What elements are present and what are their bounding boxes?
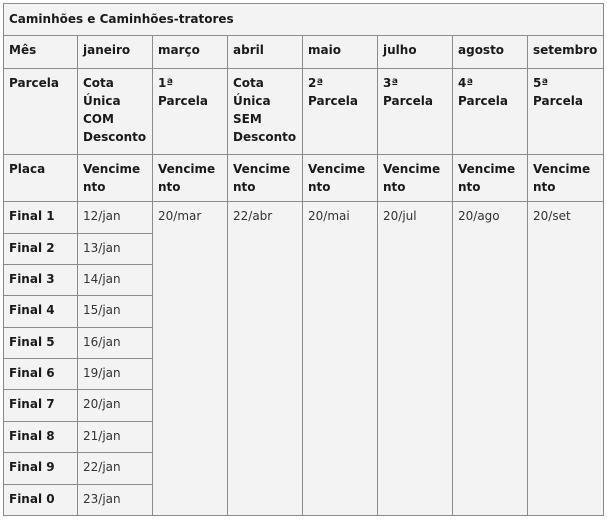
due-date-janeiro: 16/jan: [78, 327, 153, 358]
parcela-row: [4, 68, 604, 154]
due-date-janeiro: 14/jan: [78, 265, 153, 296]
plate-final: Final 7: [4, 390, 78, 421]
vencimento-marco: Vencimento: [153, 154, 228, 202]
due-date-janeiro: 13/jan: [78, 233, 153, 264]
vencimento-janeiro: Vencimento: [78, 154, 153, 202]
plate-final: Final 9: [4, 453, 78, 484]
month-setembro: setembro: [528, 36, 604, 68]
due-date-janeiro: 23/jan: [78, 484, 153, 515]
due-date-agosto: 20/ago: [453, 202, 528, 516]
table-row: [4, 202, 604, 233]
parcela-janeiro: Cota Única COM Desconto: [78, 68, 153, 154]
month-maio: maio: [303, 36, 378, 68]
vencimento-agosto: Vencimento: [453, 154, 528, 202]
due-date-marco: 20/mar: [153, 202, 228, 516]
placa-label: Placa: [4, 154, 78, 202]
parcela-abril: Cota Única SEM Desconto: [228, 68, 303, 154]
plate-final: Final 1: [4, 202, 78, 233]
plate-final: Final 0: [4, 484, 78, 515]
month-janeiro: janeiro: [78, 36, 153, 68]
vencimento-abril: Vencimento: [228, 154, 303, 202]
title-row: [4, 4, 604, 36]
vencimento-julho: Vencimento: [378, 154, 453, 202]
table-title: Caminhões e Caminhões-tratores: [4, 4, 604, 36]
vencimento-setembro: Vencimento: [528, 154, 604, 202]
due-date-janeiro: 19/jan: [78, 359, 153, 390]
plate-final: Final 2: [4, 233, 78, 264]
month-julho: julho: [378, 36, 453, 68]
vencimento-maio: Vencimento: [303, 154, 378, 202]
due-date-abril: 22/abr: [228, 202, 303, 516]
parcela-marco: 1ª Parcela: [153, 68, 228, 154]
due-date-janeiro: 20/jan: [78, 390, 153, 421]
plate-final: Final 3: [4, 265, 78, 296]
vencimento-table: [3, 3, 604, 516]
due-date-maio: 20/mai: [303, 202, 378, 516]
plate-final: Final 4: [4, 296, 78, 327]
placa-row: [4, 154, 604, 202]
plate-final: Final 8: [4, 421, 78, 452]
parcela-agosto: 4ª Parcela: [453, 68, 528, 154]
due-date-janeiro: 21/jan: [78, 421, 153, 452]
month-label: Mês: [4, 36, 78, 68]
month-header-row: [4, 36, 604, 68]
plate-final: Final 5: [4, 327, 78, 358]
month-marco: março: [153, 36, 228, 68]
due-date-janeiro: 12/jan: [78, 202, 153, 233]
parcela-setembro: 5ª Parcela: [528, 68, 604, 154]
due-date-julho: 20/jul: [378, 202, 453, 516]
due-date-janeiro: 22/jan: [78, 453, 153, 484]
due-date-setembro: 20/set: [528, 202, 604, 516]
plate-final: Final 6: [4, 359, 78, 390]
month-agosto: agosto: [453, 36, 528, 68]
due-date-janeiro: 15/jan: [78, 296, 153, 327]
parcela-label: Parcela: [4, 68, 78, 154]
parcela-maio: 2ª Parcela: [303, 68, 378, 154]
parcela-julho: 3ª Parcela: [378, 68, 453, 154]
month-abril: abril: [228, 36, 303, 68]
